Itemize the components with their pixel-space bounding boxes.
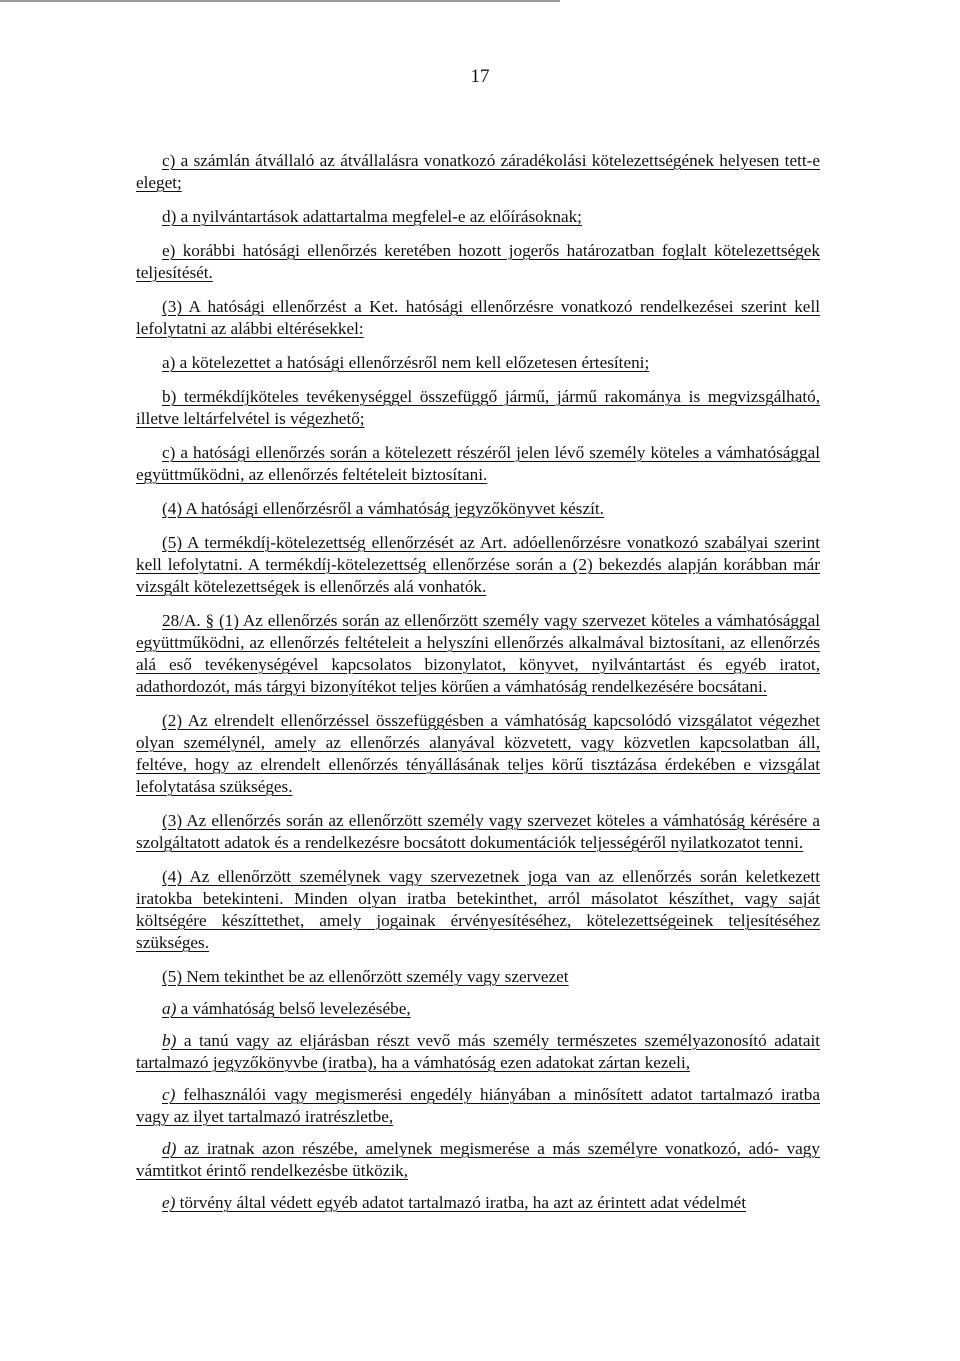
paragraph-3a-no-notice: a) a kötelezettet a hatósági ellenőrzésről nem kell előzetesen értesíteni;	[162, 353, 650, 372]
document-body	[136, 150, 820, 1224]
list-item	[136, 1138, 820, 1182]
list-item	[136, 1030, 820, 1074]
paragraph-d-records: d) a nyilvántartások adattartalma megfelel-e az előírásoknak;	[162, 207, 582, 226]
paragraph-4-minutes: (4) A hatósági ellenőrzésről a vámhatóság jegyzőkönyvet készít.	[162, 499, 604, 518]
list-marker: d)	[162, 1139, 177, 1158]
scan-top-edge-line	[0, 0, 560, 2]
section-28a-1: 28/A. § (1) Az ellenőrzés során az ellenőrzött személy vagy szervezet köteles a vámhatósággal együttműködni, az ellenőrzés feltételeit a helyszíni ellenőrzés alkalmával biztosítani, az ellenőrzés alá eső tevékenységével kapcsolatos bizonylatot, könyvet, nyilvántartást és egyéb iratot, adathordozót, más tárgyi bizonyítékot teljes körűen a vámhatóság rendelkezésére bocsátani.	[136, 611, 820, 696]
paragraph-3c-cooperation: c) a hatósági ellenőrzés során a kötelezett részéről jelen lévő személy köteles a vámhatósággal együttműködni, az ellenőrzés feltételeit biztosítani.	[136, 443, 820, 484]
list-item-text: felhasználói vagy megismerési engedély hiányában a minősített adatot tartalmazó iratba vagy az ilyet tartalmazó iratrészletbe,	[136, 1085, 820, 1126]
list-item	[136, 998, 820, 1020]
list-item-text: az iratnak azon részébe, amelynek megismerése a más személyre vonatkozó, adó- vagy vámtitkot érintő rendelkezésbe ütközik,	[136, 1139, 820, 1180]
list-item-text: a vámhatóság belső levelezésébe,	[176, 999, 411, 1018]
list-item-text: a tanú vagy az eljárásban részt vevő más személy természetes személyazonosító adatait tartalmazó jegyzőkönyvbe (iratba), ha a vámhatóság ezen adatokat zártan kezeli,	[136, 1031, 820, 1072]
list-marker: c)	[162, 1085, 176, 1104]
list-item	[136, 1084, 820, 1128]
list-item	[136, 1192, 820, 1214]
list-marker: e)	[162, 1193, 176, 1212]
section-28a-5: (5) Nem tekinthet be az ellenőrzött személy vagy szervezet	[162, 967, 569, 986]
paragraph-e-prior-inspection: e) korábbi hatósági ellenőrzés keretében hozott jogerős határozatban foglalt kötelezettségek teljesítését.	[136, 241, 820, 282]
list-marker: b)	[162, 1031, 177, 1050]
section-28a-3: (3) Az ellenőrzés során az ellenőrzött személy vagy szervezet köteles a vámhatóság kérésére a szolgáltatott adatok és a rendelkezésre bocsátott dokumentációk teljességéről nyilatkozatot tenni.	[136, 811, 820, 852]
section-28a-4: (4) Az ellenőrzött személynek vagy szervezetnek joga van az ellenőrzés során keletkezett iratokba betekinteni. Minden olyan iratba betekinthet, arról másolatot készíthet, vagy saját költségére készíttethet, amely jogainak érvényesítéséhez, kötelezettségeinek teljesítéséhez szükséges.	[136, 867, 820, 952]
list-marker: a)	[162, 999, 177, 1018]
list-item-text: törvény által védett egyéb adatot tartalmazó iratba, ha azt az érintett adat védelmét	[175, 1193, 747, 1212]
paragraph-c-invoice-clause: c) a számlán átvállaló az átvállalásra vonatkozó záradékolási kötelezettségének helyesen tett-e eleget;	[136, 151, 820, 192]
page-number: 17	[470, 66, 490, 87]
paragraph-3-inspection-rules: (3) A hatósági ellenőrzést a Ket. hatósági ellenőrzésre vonatkozó rendelkezései szerint kell lefolytatni az alábbi eltérésekkel:	[136, 297, 820, 338]
paragraph-3b-vehicle-check: b) termékdíjköteles tevékenységgel összefüggő jármű, jármű rakománya is megvizsgálható, illetve leltárfelvétel is végezhető;	[136, 387, 820, 428]
section-28a-2: (2) Az elrendelt ellenőrzéssel összefüggésben a vámhatóság kapcsolódó vizsgálatot végezhet olyan személynél, amely az ellenőrzés alanyával közvetett, vagy közvetlen kapcsolatban áll, feltéve, hogy az elrendelt ellenőrzés tényállásának teljes körű tisztázása érdekében e vizsgálat lefolytatása szükséges.	[136, 711, 820, 796]
paragraph-5-product-fee-check: (5) A termékdíj-kötelezettség ellenőrzését az Art. adóellenőrzésre vonatkozó szabályai szerint kell lefolytatni. A termékdíj-kötelezettség ellenőrzése során a (2) bekezdés alapján korábban már vizsgált kötelezettségek is ellenőrzés alá vonhatók.	[136, 533, 820, 596]
